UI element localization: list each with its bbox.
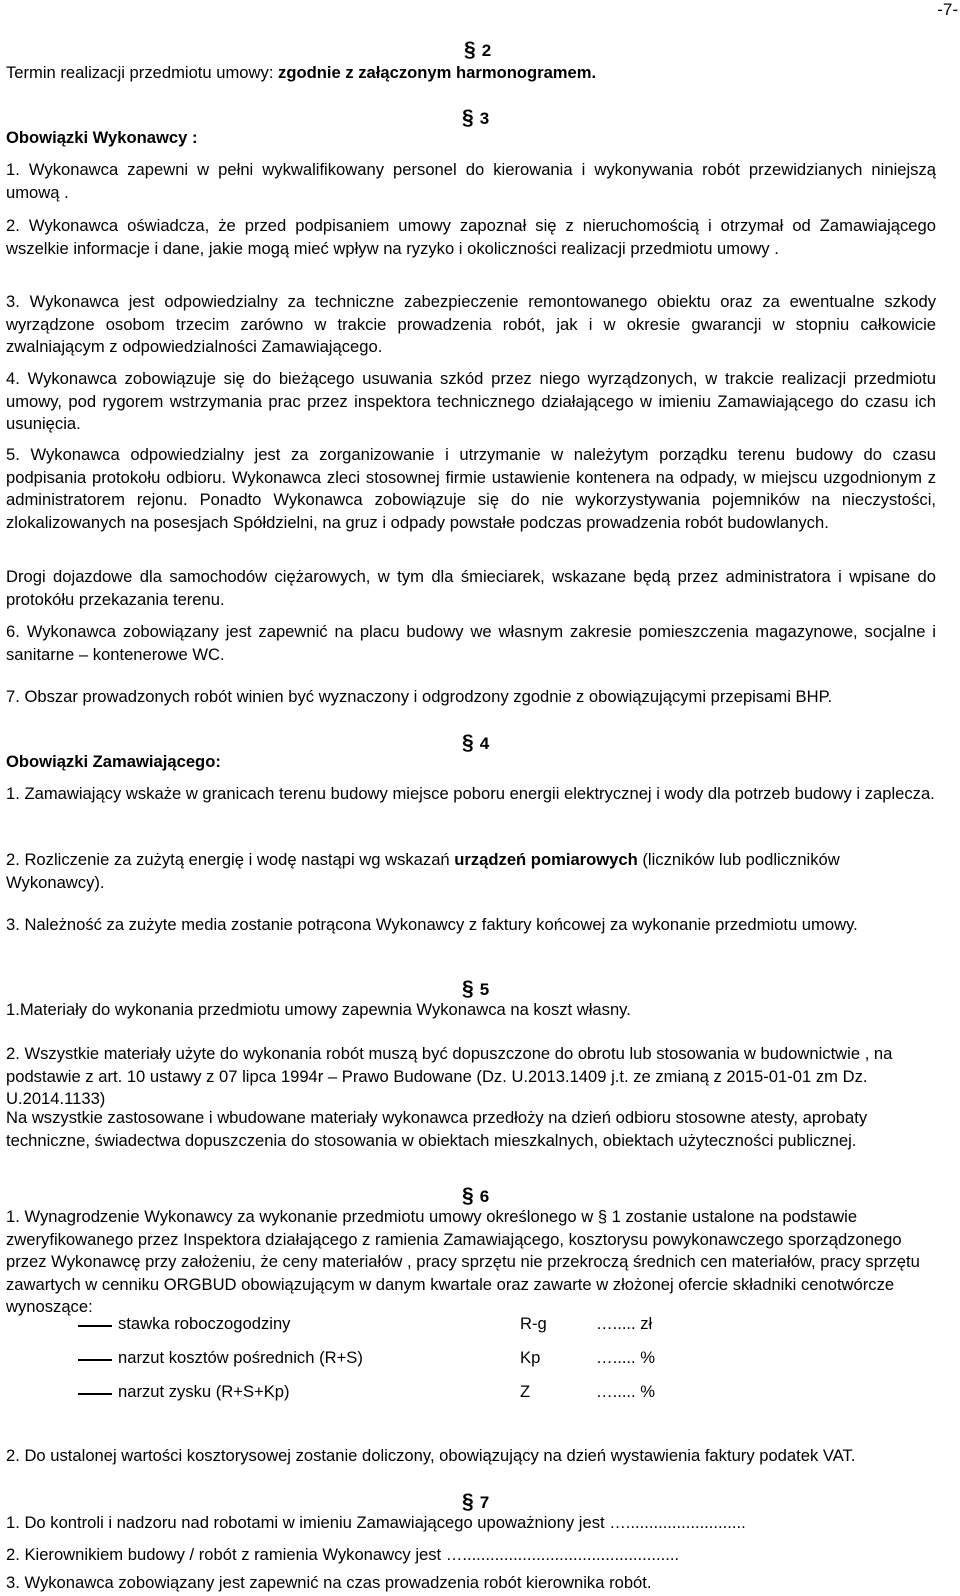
materialy-atesty: Na wszystkie zastosowane i wbudowane materiały wykonawca przedłoży na dzień odbioru stosowne atesty, aprobaty techniczne, świadectwa dopuszczenia do stosowania w obiektach mieszkalnych, obiektach użyteczności publicznej. (6, 1108, 868, 1150)
zamawiajacy-point-3: 3. Należność za zużyte media zostanie potrącona Wykonawcy z faktury końcowej za wykonanie przedmiotu umowy. (6, 915, 858, 934)
obowiazki-zamawiajacego-heading: Obowiązki Zamawiającego: (6, 752, 221, 771)
materialy-point-1: 1.Materiały do wykonania przedmiotu umowy zapewnia Wykonawca na koszt własny. (6, 1000, 631, 1019)
cost-item-label: stawka roboczogodziny (118, 1314, 291, 1333)
obowiazki-wykonawcy-heading: Obowiązki Wykonawcy : (6, 128, 198, 147)
kontrola-point-3: 3. Wykonawca zobowiązany jest zapewnić na czas prowadzenia robót kierownika robót. (6, 1573, 652, 1592)
cost-item-value: …..... zł (596, 1314, 653, 1333)
cost-item-label: narzut kosztów pośrednich (R+S) (118, 1348, 363, 1367)
section-2-heading: § 2 (464, 38, 492, 61)
cost-item-value: …..... % (596, 1382, 656, 1401)
bullet-dash (78, 1393, 112, 1395)
bullet-dash (78, 1359, 112, 1361)
cost-item-value: …..... % (596, 1348, 656, 1367)
wykonawca-point-2: 2. Wykonawca oświadcza, że przed podpisaniem umowy zapoznał się z nieruchomością i otrzymał od Zamawiającego wszelkie informacje i dane, jakie mogą mieć wpływ na ryzyko i okoliczności realizacji przedmiotu umowy . (6, 216, 936, 258)
wykonawca-point-5-drogi: Drogi dojazdowe dla samochodów ciężarowych, w tym dla śmieciarek, wskazane będą przez administratora i wpisane do protokółu przekazania terenu. (6, 567, 936, 609)
cost-item-code: Kp (520, 1348, 541, 1367)
zamawiajacy-point-1: 1. Zamawiający wskaże w granicach terenu budowy miejsce poboru energii elektrycznej i wody dla potrzeb budowy i zaplecza. (6, 784, 935, 803)
cost-item-label: narzut zysku (R+S+Kp) (118, 1382, 290, 1401)
wynagrodzenie-point-1: 1. Wynagrodzenie Wykonawcy za wykonanie przedmiotu umowy określonego w § 1 zostanie ustalone na podstawie zweryfikowanego przez Inspektora działającego z ramienia Zamawiającego, kosztorysu powykonawczego sporządzonego przez Wykonawcę przy założeniu, że ceny materiałów , pracy sprzętu nie przekroczą średnich cen materiałów, pracy sprzętu zawartych w cenniku ORGBUD obowiązującym w danym kwartale oraz zawarte w złożonej ofercie składniki cenotwórcze wynoszące: (6, 1207, 920, 1316)
section-7-heading: § 7 (462, 1490, 490, 1513)
section-3-heading: § 3 (462, 106, 490, 129)
wykonawca-point-3: 3. Wykonawca jest odpowiedzialny za techniczne zabezpieczenie remontowanego obiektu oraz za ewentualne szkody wyrządzone osobom trzecim zarówno w trakcie prowadzenia robót, jak i w okresie gwarancji w stopniu całkowicie zwalniającym z odpowiedzialności Zamawiającego. (6, 292, 936, 356)
wykonawca-point-1: 1. Wykonawca zapewni w pełni wykwalifikowany personel do kierowania i wykonywania robót przewidzianych niniejszą umową . (6, 160, 936, 202)
kontrola-point-1: 1. Do kontroli i nadzoru nad robotami w imieniu Zamawiającego upoważniony jest ….......................... (6, 1513, 746, 1532)
wykonawca-point-5: 5. Wykonawca odpowiedzialny jest za zorganizowanie i utrzymanie w należytym porządku terenu budowy do czasu podpisania protokołu odbioru. Wykonawca zleci stosownej firmie ustawienie kontenera na odpady, w miejscu uzgodnionym z administratorem rejonu. Ponadto Wykonawca zobowiązuje się do nie wykorzystywania pojemników na nieczystości, zlokalizowanych na posesjach Spółdzielni, na gruz i odpady powstałe podczas prowadzenia robót budowlanych. (6, 445, 936, 532)
wynagrodzenie-point-2: 2. Do ustalonej wartości kosztorysowej zostanie doliczony, obowiązujący na dzień wystawienia faktury podatek VAT. (6, 1446, 856, 1465)
page-number: -7- (937, 0, 958, 19)
section-6-heading: § 6 (462, 1184, 490, 1207)
cost-item-code: Z (520, 1382, 531, 1401)
materialy-point-2: 2. Wszystkie materiały użyte do wykonania robót muszą być dopuszczone do obrotu lub stosowania w budownictwie , na podstawie z art. 10 ustawy z 07 lipca 1994r – Prawo Budowane (Dz. U.2013.1409 j.t. ze zmianą z 2015-01-01 zm Dz. U.2014.1133) (6, 1044, 893, 1108)
termin-realizacji: Termin realizacji przedmiotu umowy: zgodnie z załączonym harmonogramem. (6, 63, 597, 82)
section-4-heading: § 4 (462, 731, 490, 754)
wykonawca-point-4: 4. Wykonawca zobowiązuje się do bieżącego usuwania szkód przez niego wyrządzonych, w trakcie realizacji przedmiotu umowy, pod rygorem wstrzymania prac przez inspektora technicznego działającego w imieniu Zamawiającego do czasu ich usunięcia. (6, 369, 936, 433)
wykonawca-point-7: 7. Obszar prowadzonych robót winien być wyznaczony i odgrodzony zgodnie z obowiązującymi przepisami BHP. (6, 687, 833, 706)
bullet-dash (78, 1325, 112, 1327)
cost-item-code: R-g (520, 1314, 547, 1333)
section-5-heading: § 5 (462, 977, 490, 1000)
wykonawca-point-6: 6. Wykonawca zobowiązany jest zapewnić na placu budowy we własnym zakresie pomieszczenia magazynowe, socjalne i sanitarne – kontenerowe WC. (6, 622, 936, 664)
zamawiajacy-point-2: 2. Rozliczenie za zużytą energię i wodę nastąpi wg wskazań urządzeń pomiarowych (liczników lub podliczników Wykonawcy). (6, 850, 840, 892)
kontrola-point-2: 2. Kierownikiem budowy / robót z ramienia Wykonawcy jest …............................................... (6, 1545, 680, 1564)
